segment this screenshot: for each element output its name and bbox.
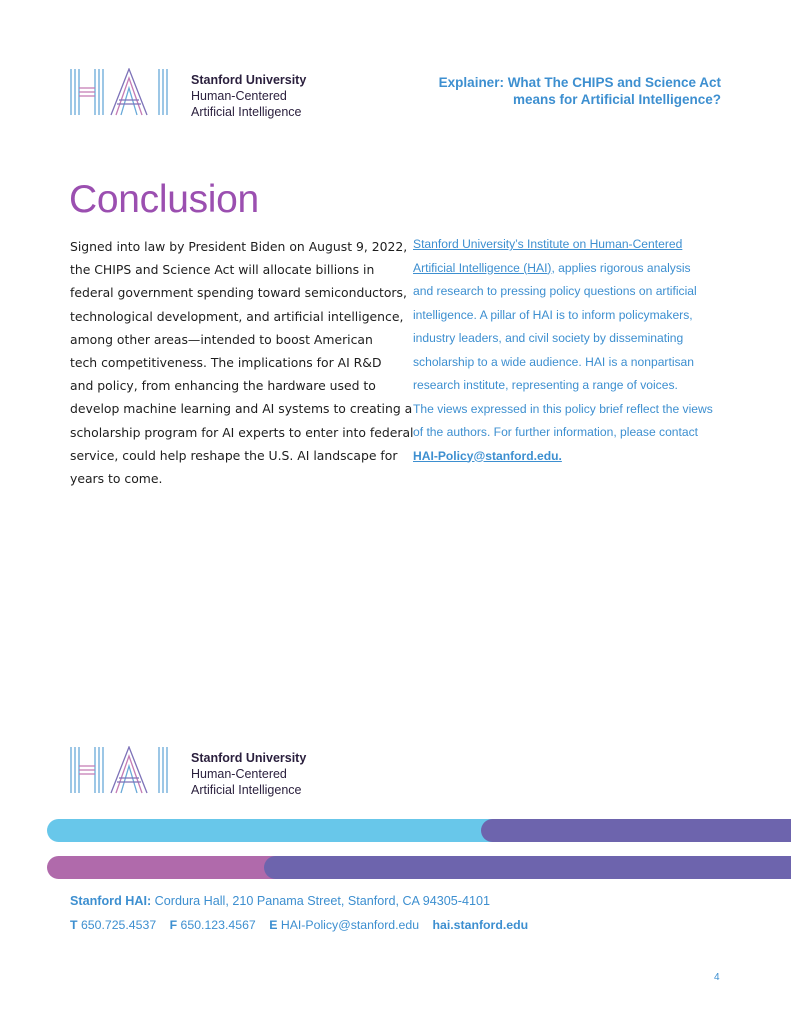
footer-fax: 650.123.4567 bbox=[180, 918, 256, 932]
paragraph-line: federal government spending toward semiconductors, bbox=[70, 285, 407, 301]
footer-org-label: Stanford HAI: bbox=[70, 894, 152, 908]
decorative-bar-purple-bottom bbox=[264, 856, 791, 879]
hai-institute-link-part1[interactable]: Stanford University’s Institute on Human-Centered bbox=[413, 237, 683, 251]
paragraph-line: industry leaders, and civil society by disseminating bbox=[413, 331, 684, 345]
logo-human-centered: Human-Centered bbox=[191, 767, 287, 781]
hai-logo-bottom bbox=[69, 746, 329, 797]
logo-university-name: Stanford University bbox=[191, 751, 307, 765]
section-heading: Conclusion bbox=[69, 178, 259, 221]
decorative-bar-purple-top bbox=[481, 819, 791, 842]
page-number: 4 bbox=[714, 972, 720, 983]
paragraph-line: intelligence. A pillar of HAI is to inform policymakers, bbox=[413, 307, 693, 322]
footer-email-label: E bbox=[269, 918, 278, 932]
footer-phone: 650.725.4537 bbox=[80, 918, 157, 932]
paragraph-line: The views expressed in this policy brief reflect the views bbox=[413, 401, 713, 416]
paragraph-line: service, could help reshape the U.S. AI landscape for bbox=[70, 447, 398, 463]
paragraph-line: the CHIPS and Science Act will allocate billions in bbox=[70, 262, 375, 278]
footer-address-text: Cordura Hall, 210 Panama Street, Stanford, CA 94305-4101 bbox=[154, 894, 490, 908]
hai-logomark-icon bbox=[69, 68, 181, 116]
logo-human-centered: Human-Centered bbox=[191, 89, 287, 103]
logo-university-name: Stanford University bbox=[191, 73, 307, 87]
paragraph-line: research institute, representing a range of voices. bbox=[413, 378, 678, 392]
paragraph-text: , applies rigorous analysis bbox=[551, 260, 691, 275]
paragraph-line: scholarship program for AI experts to enter into federal bbox=[70, 424, 414, 440]
paragraph-line: among other areas—intended to boost American bbox=[70, 331, 373, 347]
footer-phone-label: T bbox=[70, 918, 78, 932]
paragraph-line: tech competitiveness. The implications for AI R&D bbox=[70, 355, 382, 371]
conclusion-paragraph bbox=[70, 235, 414, 490]
paragraph-line: technological development, and artificial intelligence, bbox=[70, 308, 404, 324]
document-title-line2: means for Artificial Intelligence? bbox=[512, 92, 721, 107]
footer-fax-label: F bbox=[169, 918, 178, 932]
paragraph-line: of the authors. For further information, please contact bbox=[413, 425, 699, 439]
footer-email[interactable]: HAI-Policy@stanford.edu bbox=[280, 918, 420, 932]
paragraph-line: scholarship to a wide audience. HAI is a nonpartisan bbox=[413, 354, 695, 369]
paragraph-line: and research to pressing policy questions on artificial bbox=[413, 284, 697, 298]
footer-address bbox=[70, 894, 490, 908]
paragraph-line: Signed into law by President Biden on August 9, 2022, bbox=[70, 239, 408, 254]
hai-policy-email-link[interactable]: HAI-Policy@stanford.edu. bbox=[413, 448, 562, 463]
hai-logo-top bbox=[69, 68, 329, 119]
logo-artificial-intelligence: Artificial Intelligence bbox=[191, 105, 302, 119]
footer-website[interactable]: hai.stanford.edu bbox=[432, 918, 529, 932]
paragraph-line: years to come. bbox=[70, 471, 163, 487]
paragraph-line: and policy, from enhancing the hardware used to bbox=[70, 378, 376, 394]
footer-contact bbox=[70, 918, 528, 932]
logo-artificial-intelligence: Artificial Intelligence bbox=[191, 783, 302, 797]
document-title-line1: Explainer: What The CHIPS and Science Act bbox=[438, 75, 721, 90]
paragraph-line: develop machine learning and AI systems to creating a bbox=[70, 401, 413, 417]
about-hai-paragraph bbox=[413, 233, 728, 468]
hai-logomark-icon bbox=[69, 746, 181, 794]
hai-institute-link-part2[interactable]: Artificial Intelligence (HAI) bbox=[413, 260, 552, 275]
document-title bbox=[391, 74, 721, 108]
decorative-bar-cyan bbox=[47, 819, 517, 842]
